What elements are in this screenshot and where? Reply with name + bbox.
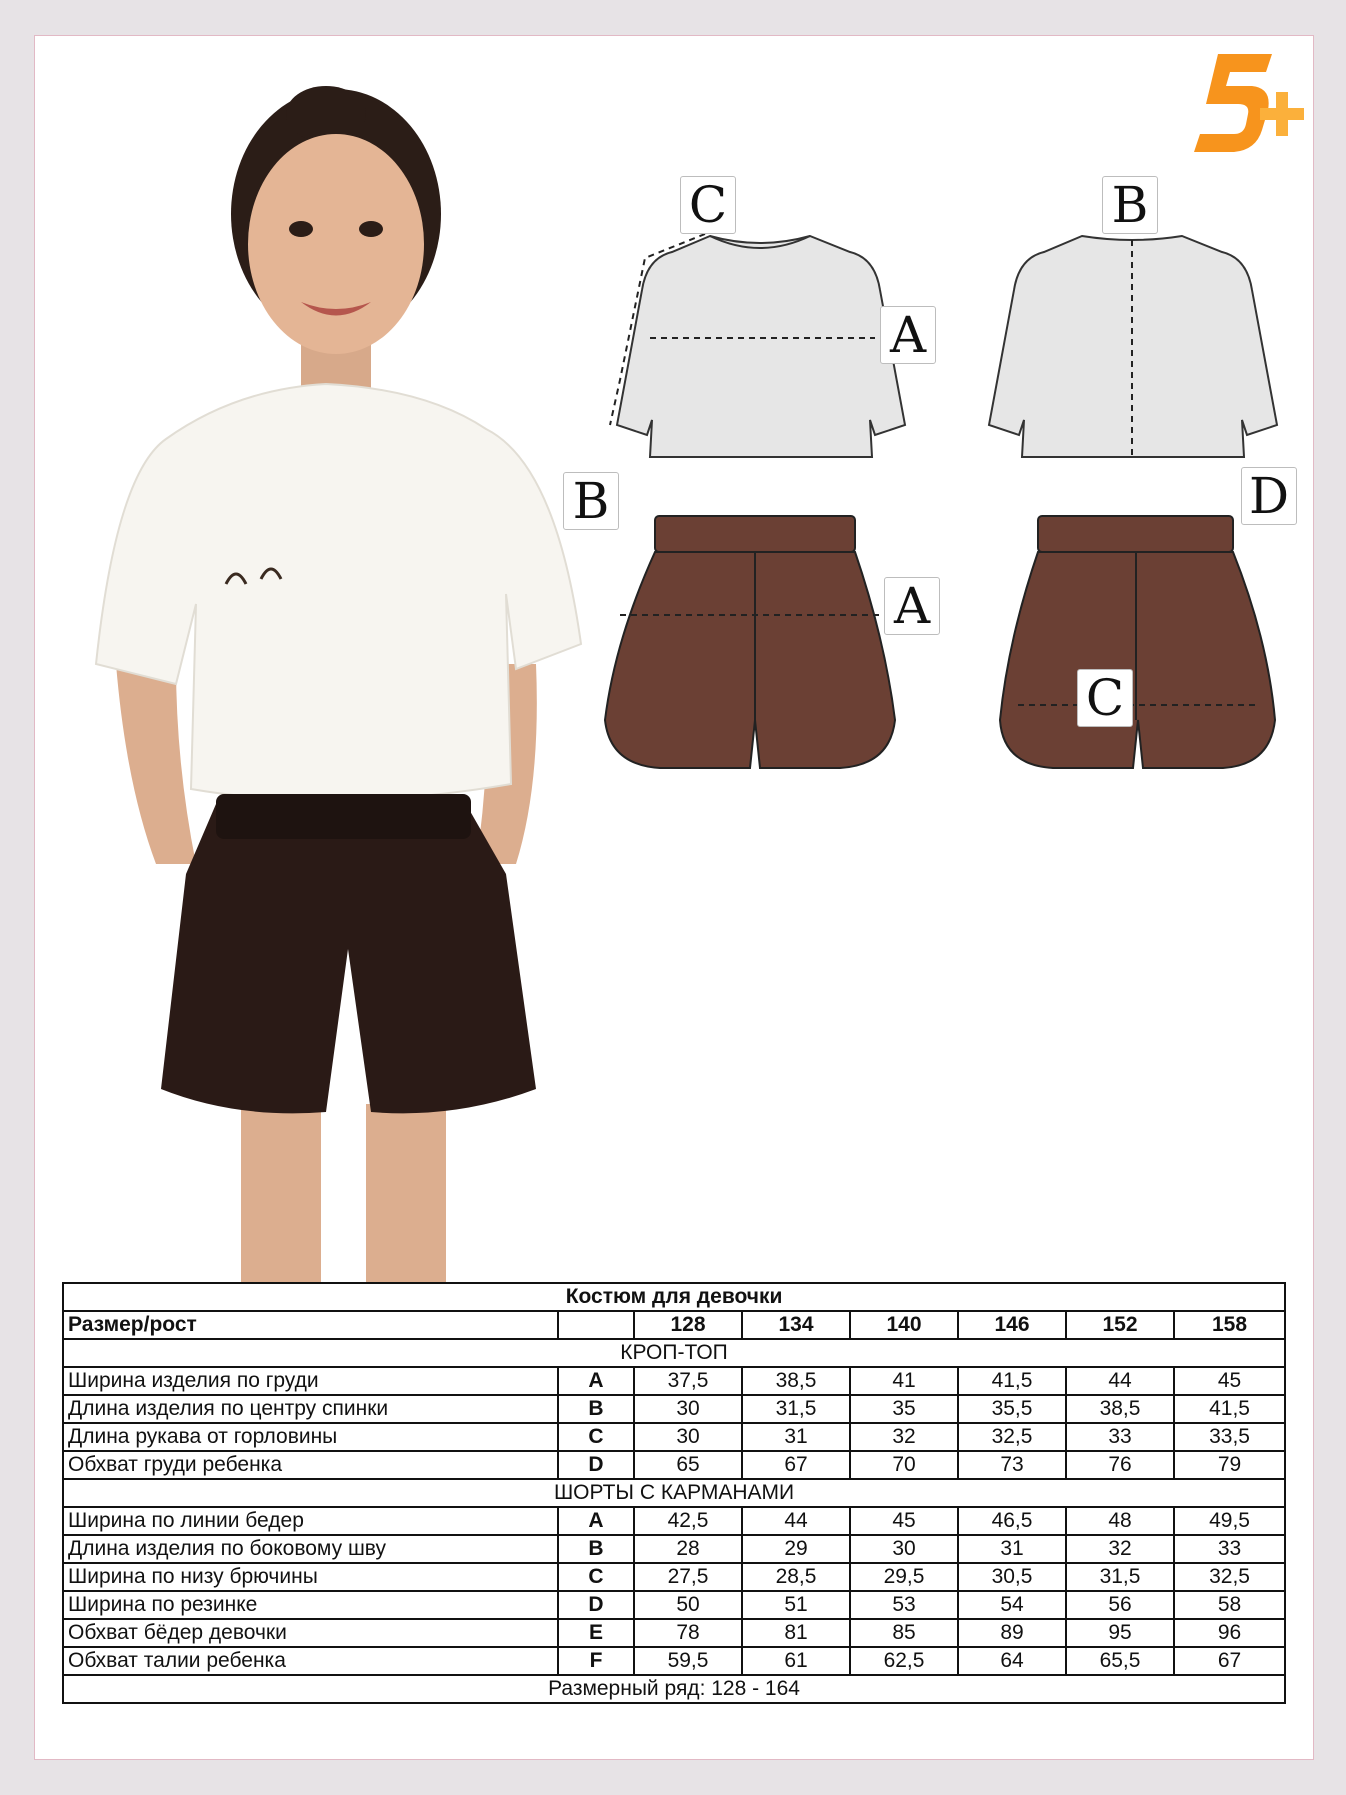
- measurement-value: 31: [958, 1535, 1066, 1563]
- measurement-code: E: [558, 1619, 634, 1647]
- measurement-value: 30,5: [958, 1563, 1066, 1591]
- measurement-name: Длина изделия по центру спинки: [63, 1395, 558, 1423]
- header-code-cell: [558, 1311, 634, 1339]
- table-title-row: [63, 1283, 1285, 1311]
- measurement-value: 56: [1066, 1591, 1174, 1619]
- measurement-value: 64: [958, 1647, 1066, 1675]
- measurement-value: 62,5: [850, 1647, 958, 1675]
- measurement-value: 59,5: [634, 1647, 742, 1675]
- measurement-value: 65,5: [1066, 1647, 1174, 1675]
- table-row: [63, 1451, 1285, 1479]
- top-front-label-a: A: [880, 306, 936, 364]
- size-header: 134: [742, 1311, 850, 1339]
- measurement-value: 31,5: [1066, 1563, 1174, 1591]
- table-row: [63, 1647, 1285, 1675]
- measurement-value: 33: [1066, 1423, 1174, 1451]
- measurement-value: 45: [1174, 1367, 1285, 1395]
- measurement-value: 28: [634, 1535, 742, 1563]
- measurement-code: A: [558, 1367, 634, 1395]
- measurement-value: 48: [1066, 1507, 1174, 1535]
- table-row: [63, 1395, 1285, 1423]
- size-header: 158: [1174, 1311, 1285, 1339]
- measurement-value: 38,5: [1066, 1395, 1174, 1423]
- table-header-row: [63, 1311, 1285, 1339]
- measurement-name: Ширина по низу брючины: [63, 1563, 558, 1591]
- section-row: [63, 1479, 1285, 1507]
- measurement-value: 53: [850, 1591, 958, 1619]
- measurement-value: 44: [1066, 1367, 1174, 1395]
- measurement-code: B: [558, 1535, 634, 1563]
- table-row: [63, 1591, 1285, 1619]
- measurement-name: Длина рукава от горловины: [63, 1423, 558, 1451]
- shorts-back-sketch: [998, 510, 1278, 775]
- measurement-value: 41: [850, 1367, 958, 1395]
- measurement-value: 46,5: [958, 1507, 1066, 1535]
- measurement-value: 81: [742, 1619, 850, 1647]
- shorts-front-label-a: A: [884, 577, 940, 635]
- measurement-value: 76: [1066, 1451, 1174, 1479]
- size-header: 152: [1066, 1311, 1174, 1339]
- measurement-value: 67: [742, 1451, 850, 1479]
- measurement-name: Ширина по линии бедер: [63, 1507, 558, 1535]
- measurement-value: 45: [850, 1507, 958, 1535]
- table-row: [63, 1423, 1285, 1451]
- size-table: [62, 1282, 1286, 1704]
- shorts-front-label-b: B: [563, 472, 619, 530]
- measurement-value: 79: [1174, 1451, 1285, 1479]
- measurement-value: 32: [1066, 1535, 1174, 1563]
- measurement-name: Обхват бёдер девочки: [63, 1619, 558, 1647]
- measurement-value: 50: [634, 1591, 742, 1619]
- size-header: 146: [958, 1311, 1066, 1339]
- measurement-value: 65: [634, 1451, 742, 1479]
- measurement-value: 42,5: [634, 1507, 742, 1535]
- table-row: [63, 1535, 1285, 1563]
- measurement-code: C: [558, 1563, 634, 1591]
- shorts-back-label-c: C: [1077, 669, 1133, 727]
- measurement-value: 70: [850, 1451, 958, 1479]
- section-row: [63, 1339, 1285, 1367]
- table-row: [63, 1367, 1285, 1395]
- measurement-value: 33,5: [1174, 1423, 1285, 1451]
- measurement-value: 30: [850, 1535, 958, 1563]
- measurement-value: 95: [1066, 1619, 1174, 1647]
- measurement-value: 58: [1174, 1591, 1285, 1619]
- measurement-value: 31,5: [742, 1395, 850, 1423]
- model-photo: [36, 44, 606, 1284]
- measurement-code: C: [558, 1423, 634, 1451]
- measurement-code: F: [558, 1647, 634, 1675]
- top-front-label-c: C: [680, 176, 736, 234]
- size-header: 128: [634, 1311, 742, 1339]
- top-back-label-b: B: [1102, 176, 1158, 234]
- shorts-back-label-d: D: [1241, 467, 1297, 525]
- measurement-code: B: [558, 1395, 634, 1423]
- measurement-code: D: [558, 1451, 634, 1479]
- crop-top-back-sketch: [962, 230, 1302, 460]
- measurement-value: 89: [958, 1619, 1066, 1647]
- measurement-value: 33: [1174, 1535, 1285, 1563]
- measurement-value: 27,5: [634, 1563, 742, 1591]
- measurement-code: A: [558, 1507, 634, 1535]
- measurement-value: 44: [742, 1507, 850, 1535]
- header-label: Размер/рост: [63, 1311, 558, 1339]
- measurement-value: 54: [958, 1591, 1066, 1619]
- measurement-name: Обхват талии ребенка: [63, 1647, 558, 1675]
- measurement-name: Ширина по резинке: [63, 1591, 558, 1619]
- measurement-code: D: [558, 1591, 634, 1619]
- measurement-value: 41,5: [1174, 1395, 1285, 1423]
- measurement-value: 38,5: [742, 1367, 850, 1395]
- crop-top-front-sketch: [590, 230, 930, 460]
- table-row: [63, 1563, 1285, 1591]
- measurement-value: 78: [634, 1619, 742, 1647]
- table-row: [63, 1507, 1285, 1535]
- table-row: [63, 1619, 1285, 1647]
- measurement-value: 85: [850, 1619, 958, 1647]
- measurement-value: 30: [634, 1395, 742, 1423]
- table-title: Костюм для девочки: [63, 1283, 1285, 1311]
- measurement-value: 29,5: [850, 1563, 958, 1591]
- measurement-value: 49,5: [1174, 1507, 1285, 1535]
- measurement-value: 32,5: [1174, 1563, 1285, 1591]
- measurement-value: 35: [850, 1395, 958, 1423]
- shorts-front-sketch: [600, 510, 900, 775]
- measurement-value: 29: [742, 1535, 850, 1563]
- measurement-value: 67: [1174, 1647, 1285, 1675]
- measurement-value: 32: [850, 1423, 958, 1451]
- measurement-value: 35,5: [958, 1395, 1066, 1423]
- measurement-name: Ширина изделия по груди: [63, 1367, 558, 1395]
- measurement-value: 31: [742, 1423, 850, 1451]
- measurement-value: 37,5: [634, 1367, 742, 1395]
- measurement-value: 96: [1174, 1619, 1285, 1647]
- measurement-value: 32,5: [958, 1423, 1066, 1451]
- measurement-name: Длина изделия по боковому шву: [63, 1535, 558, 1563]
- size-range-footer: Размерный ряд: 128 - 164: [63, 1675, 1285, 1703]
- table-footer-row: [63, 1675, 1285, 1703]
- measurement-value: 61: [742, 1647, 850, 1675]
- section-title: ШОРТЫ С КАРМАНАМИ: [63, 1479, 1285, 1507]
- measurement-name: Обхват груди ребенка: [63, 1451, 558, 1479]
- measurement-value: 41,5: [958, 1367, 1066, 1395]
- measurement-value: 28,5: [742, 1563, 850, 1591]
- measurement-value: 73: [958, 1451, 1066, 1479]
- size-header: 140: [850, 1311, 958, 1339]
- brand-logo: [1180, 44, 1310, 164]
- section-title: КРОП-ТОП: [63, 1339, 1285, 1367]
- measurement-value: 51: [742, 1591, 850, 1619]
- measurement-value: 30: [634, 1423, 742, 1451]
